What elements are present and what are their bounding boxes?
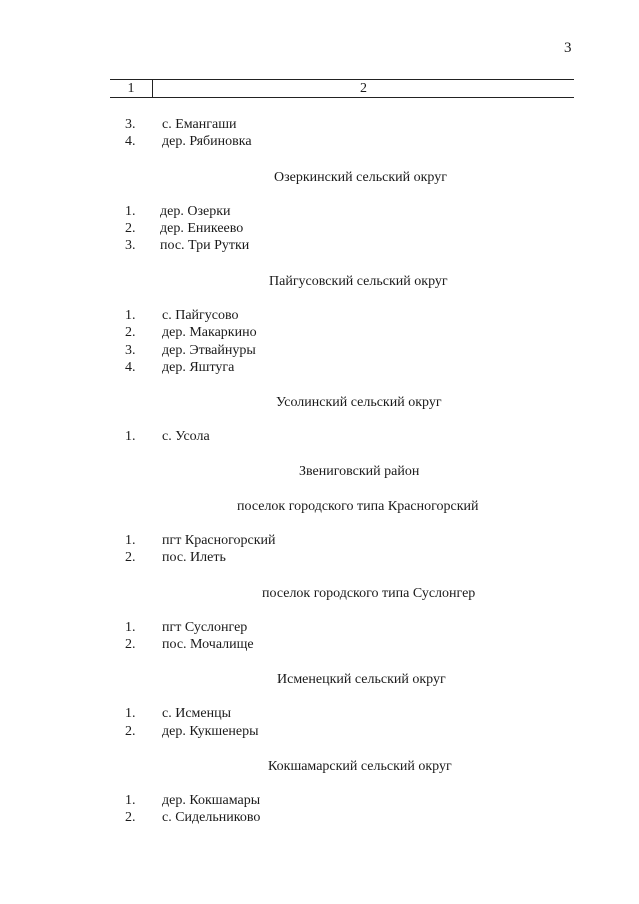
item-number: 2. xyxy=(125,637,136,652)
item-number: 2. xyxy=(125,724,136,739)
item-number: 1. xyxy=(125,429,136,444)
section-heading: Исменецкий сельский округ xyxy=(277,672,446,687)
item-number: 4. xyxy=(125,360,136,375)
item-number: 4. xyxy=(125,134,136,149)
section-heading: поселок городского типа Красногорский xyxy=(237,499,479,514)
item-name: дер. Кокшамары xyxy=(162,793,261,808)
section-heading: Пайгусовский сельский округ xyxy=(269,274,448,289)
item-name: пос. Мочалище xyxy=(162,637,254,652)
section-heading: поселок городского типа Суслонгер xyxy=(262,586,476,601)
item-name: дер. Озерки xyxy=(160,204,231,219)
item-number: 2. xyxy=(125,221,136,236)
item-name: дер. Рябиновка xyxy=(162,134,252,149)
item-number: 1. xyxy=(125,793,136,808)
column-header-1: 1 xyxy=(127,81,135,96)
item-number: 3. xyxy=(125,117,136,132)
item-name: пгт Красногорский xyxy=(162,533,276,548)
section-heading: Озеркинский сельский округ xyxy=(274,170,447,185)
item-number: 1. xyxy=(125,204,136,219)
item-number: 1. xyxy=(125,620,136,635)
item-name: с. Пайгусово xyxy=(162,308,239,323)
section-heading: Кокшамарский сельский округ xyxy=(268,759,452,774)
item-number: 2. xyxy=(125,550,136,565)
item-name: дер. Еникеево xyxy=(160,221,244,236)
column-header-2: 2 xyxy=(360,81,367,96)
item-name: пос. Илеть xyxy=(162,550,226,565)
item-name: с. Сидельниково xyxy=(162,810,261,825)
item-name: дер. Макаркино xyxy=(162,325,257,340)
item-number: 3. xyxy=(125,343,136,358)
item-name: пос. Три Рутки xyxy=(160,238,250,253)
item-name: дер. Этвайнуры xyxy=(162,343,256,358)
item-number: 2. xyxy=(125,810,136,825)
item-number: 1. xyxy=(125,706,136,721)
item-name: с. Емангаши xyxy=(162,117,237,132)
item-number: 1. xyxy=(125,533,136,548)
item-number: 2. xyxy=(125,325,136,340)
item-name: дер. Яштуга xyxy=(162,360,235,375)
item-name: с. Исменцы xyxy=(162,706,232,721)
item-name: пгт Суслонгер xyxy=(162,620,248,635)
section-heading: Усолинский сельский округ xyxy=(276,395,442,410)
item-number: 1. xyxy=(125,308,136,323)
item-name: с. Усола xyxy=(162,429,210,444)
page-number: 3 xyxy=(564,40,572,56)
item-number: 3. xyxy=(125,238,136,253)
item-name: дер. Кукшенеры xyxy=(162,724,259,739)
district-heading: Звениговский район xyxy=(299,464,420,479)
